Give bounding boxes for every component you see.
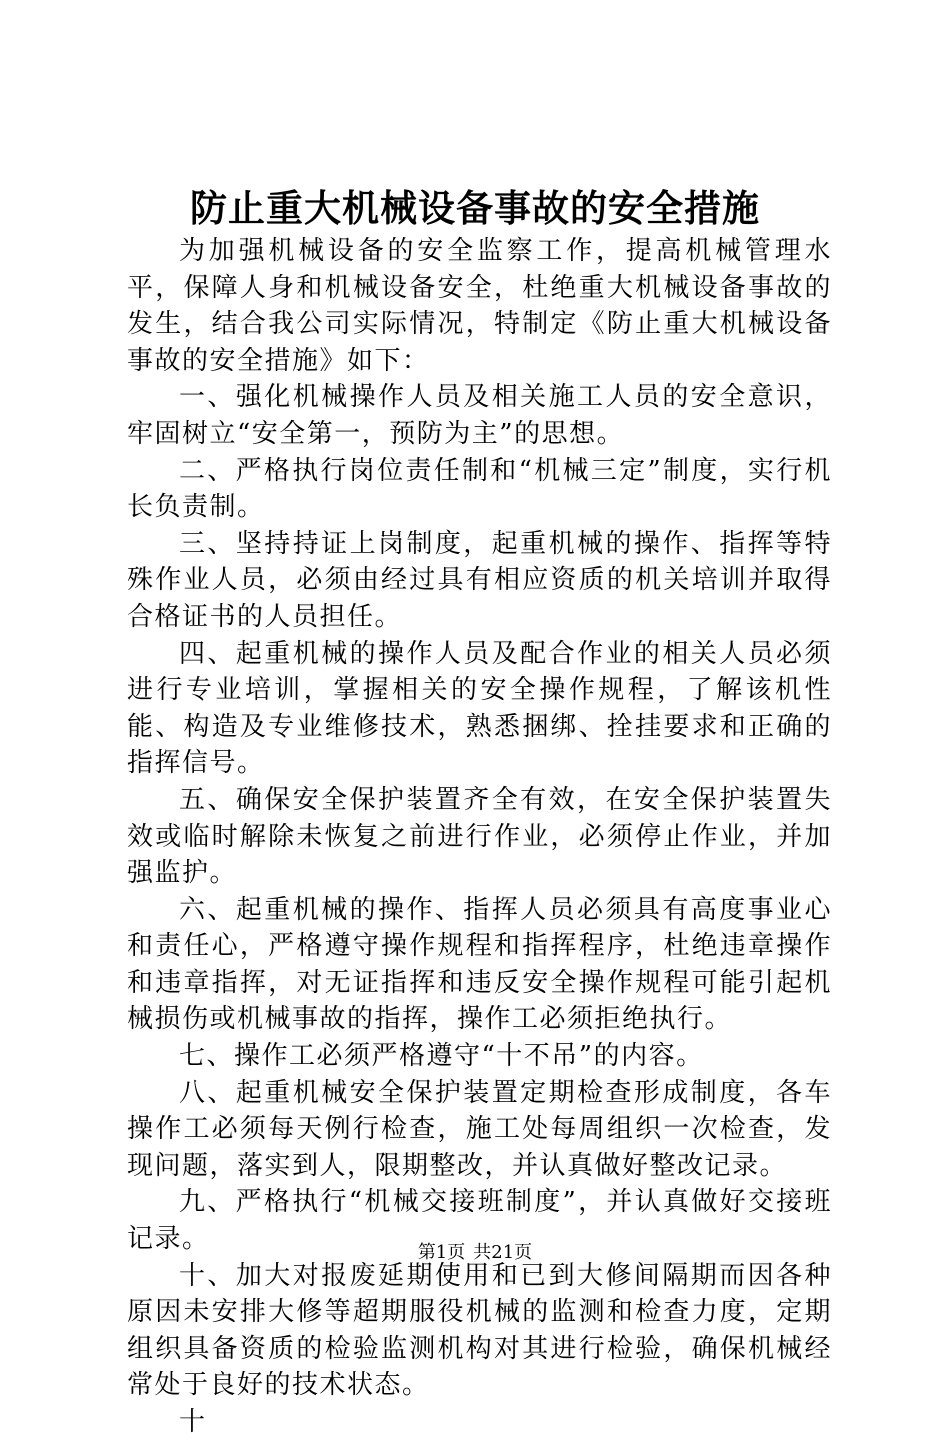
paragraph-item-11-partial: 十 <box>179 1407 207 1437</box>
paragraph-item-6: 六、起重机械的操作、指挥人员必须具有高度事业心和责任心，严格遵守操作规程和指挥程序，杜绝违章操作和违章指挥，对无证指挥和违反安全操作规程可能引起机械损伤或机械事故的指挥，操作工必须拒绝执行。 <box>127 894 832 1035</box>
paragraph-item-10: 十、加大对报废延期使用和已到大修间隔期而因各种原因未安排大修等超期服役机械的监测和检查力度，定期组织具备资质的检验监测机构对其进行检验，确保机械经常处于良好的技术状态。 <box>127 1260 832 1401</box>
paragraph-item-5: 五、确保安全保护装置齐全有效，在安全保护装置失效或临时解除未恢复之前进行作业，必须停止作业，并加强监护。 <box>127 784 832 889</box>
paragraph-item-9: 九、严格执行“机械交接班制度”，并认真做好交接班记录。 <box>127 1187 832 1255</box>
page-total: 共21页 <box>473 1242 533 1263</box>
document-title: 防止重大机械设备事故的安全措施 <box>190 186 760 230</box>
paragraph-item-1: 一、强化机械操作人员及相关施工人员的安全意识，牢固树立“安全第一，预防为主”的思想。 <box>127 382 832 449</box>
paragraph-item-7: 七、操作工必须严格遵守“十不吊”的内容。 <box>179 1041 704 1072</box>
paragraph-item-8: 八、起重机械安全保护装置定期检查形成制度，各车操作工必须每天例行检查，施工处每周组织一次检查，发现问题，落实到人，限期整改，并认真做好整改记录。 <box>127 1077 832 1181</box>
paragraph-item-2: 二、严格执行岗位责任制和“机械三定”制度，实行机长负责制。 <box>127 455 832 523</box>
page-number: 第1页 <box>417 1242 466 1263</box>
page-footer <box>0 1241 950 1265</box>
paragraph-item-4: 四、起重机械的操作人员及配合作业的相关人员必须进行专业培训，掌握相关的安全操作规程，了解该机性能、构造及专业维修技术，熟悉捆绑、拴挂要求和正确的指挥信号。 <box>127 638 832 779</box>
paragraph-intro: 为加强机械设备的安全监察工作，提高机械管理水平，保障人身和机械设备安全，杜绝重大机械设备事故的发生，结合我公司实际情况，特制定《防止重大机械设备事故的安全措施》如下： <box>127 236 832 376</box>
paragraph-item-3: 三、坚持持证上岗制度，起重机械的操作、指挥等特殊作业人员，必须由经过具有相应资质的机关培训并取得合格证书的人员担任。 <box>127 528 832 632</box>
